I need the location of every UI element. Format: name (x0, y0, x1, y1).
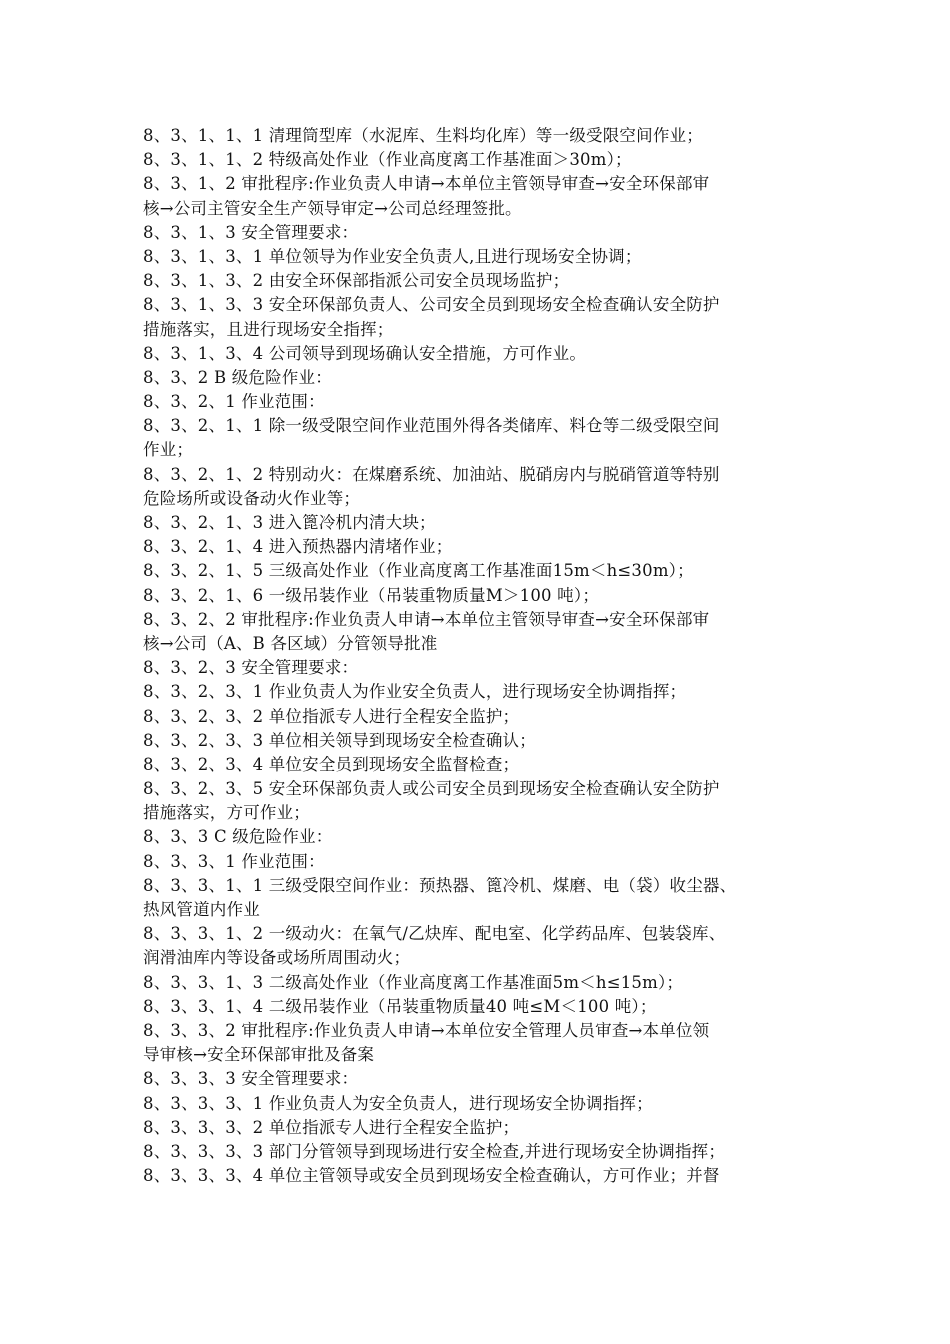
text-line: 危险场所或设备动火作业等； (143, 488, 361, 508)
text-line: 8、3、1、1、1 清理筒型库（水泥库、生料均化库）等一级受限空间作业； (143, 126, 703, 145)
text-line: 8、3、1、3 安全管理要求： (143, 222, 359, 242)
text-line: 8、3、1、3、3 安全环保部负责人、公司安全员到现场安全检查确认安全防护 (143, 295, 720, 315)
text-line: 8、3、2、3、4 单位安全员到现场安全监督检查； (143, 754, 520, 774)
text-line: 8、3、3、3、1 作业负责人为安全负责人，进行现场安全协调指挥； (143, 1093, 653, 1113)
text-line: 核→公司（A、B 各区域）分管领导批准 (143, 633, 438, 653)
text-line: 8、3、1、2 审批程序:作业负责人申请→本单位主管领导审查→安全环保部审 (143, 174, 710, 194)
text-line: 8、3、2、1、6 一级吊装作业（吊装重物质量M＞100 吨）； (143, 585, 600, 605)
text-line: 8、3、3、3、2 单位指派专人进行全程安全监护； (143, 1117, 520, 1137)
text-line: 8、3、2、3、1 作业负责人为作业安全负责人，进行现场安全协调指挥； (143, 682, 687, 702)
text-line: 8、3、2、2 审批程序:作业负责人申请→本单位主管领导审查→安全环保部审 (143, 609, 710, 629)
text-line: 8、3、3、1、3 二级高处作业（作业高度离工作基准面5m＜h≤15m）； (143, 972, 684, 992)
text-line: 8、3、2、3、2 单位指派专人进行全程安全监护； (143, 706, 520, 726)
text-line: 8、3、1、3、2 由安全环保部指派公司安全员现场监护； (143, 271, 570, 291)
text-line: 8、3、3、1、4 二级吊装作业（吊装重物质量40 吨≤M＜100 吨）； (143, 996, 657, 1016)
text-line: 8、3、2、1 作业范围： (143, 392, 325, 412)
text-line: 8、3、2、3、3 单位相关领导到现场安全检查确认； (143, 730, 536, 750)
text-line: 作业； (143, 440, 194, 460)
text-line: 8、3、3、3、4 单位主管领导或安全员到现场安全检查确认，方可作业；并督 (143, 1166, 720, 1186)
text-line: 8、3、2、1、2 特别动火：在煤磨系统、加油站、脱硝房内与脱硝管道等特别 (143, 464, 720, 484)
text-line: 8、3、2、3、5 安全环保部负责人或公司安全员到现场安全检查确认安全防护 (143, 779, 720, 799)
text-line: 核→公司主管安全生产领导审定→公司总经理签批。 (143, 198, 522, 218)
text-line: 8、3、3 C 级危险作业： (143, 827, 333, 847)
text-line: 8、3、1、3、1 单位领导为作业安全负责人,且进行现场安全协调； (143, 246, 642, 266)
text-line: 导审核→安全环保部审批及备案 (143, 1045, 375, 1065)
text-line: 8、3、2、3 安全管理要求： (143, 658, 359, 678)
text-line: 8、3、1、3、4 公司领导到现场确认安全措施，方可作业。 (143, 343, 587, 363)
text-line: 措施落实，方可作业； (143, 803, 310, 823)
document-body (143, 124, 813, 1188)
text-line: 8、3、3、1、1 三级受限空间作业：预热器、篦冷机、煤磨、电（袋）收尘器、 (143, 875, 737, 895)
text-line: 润滑油库内等设备或场所周围动火； (143, 948, 411, 968)
text-line: 8、3、2、1、5 三级高处作业（作业高度离工作基准面15m＜h≤30m）； (143, 561, 694, 581)
text-line: 8、3、3、3 安全管理要求： (143, 1069, 359, 1089)
text-line: 热风管道内作业 (143, 900, 260, 919)
text-line: 8、3、2、1、3 进入篦冷机内清大块； (143, 513, 436, 532)
text-line: 8、3、3、2 审批程序:作业负责人申请→本单位安全管理人员审查→本单位领 (143, 1020, 710, 1040)
text-line: 8、3、1、1、2 特级高处作业（作业高度离工作基准面＞30m）； (143, 150, 632, 170)
text-line: 8、3、3、1、2 一级动火：在氧气/乙炔库、配电室、化学药品库、包装袋库、 (143, 924, 726, 944)
text-line: 8、3、2 B 级危险作业： (143, 367, 332, 387)
text-line: 8、3、2、1、4 进入预热器内清堵作业； (143, 537, 453, 557)
text-line: 8、3、3、3、3 部门分管领导到现场进行安全检查,并进行现场安全协调指挥； (143, 1141, 726, 1161)
text-line: 措施落实，且进行现场安全指挥； (143, 319, 394, 339)
text-line: 8、3、2、1、1 除一级受限空间作业范围外得各类储库、料仓等二级受限空间 (143, 416, 720, 436)
text-line: 8、3、3、1 作业范围： (143, 851, 325, 871)
